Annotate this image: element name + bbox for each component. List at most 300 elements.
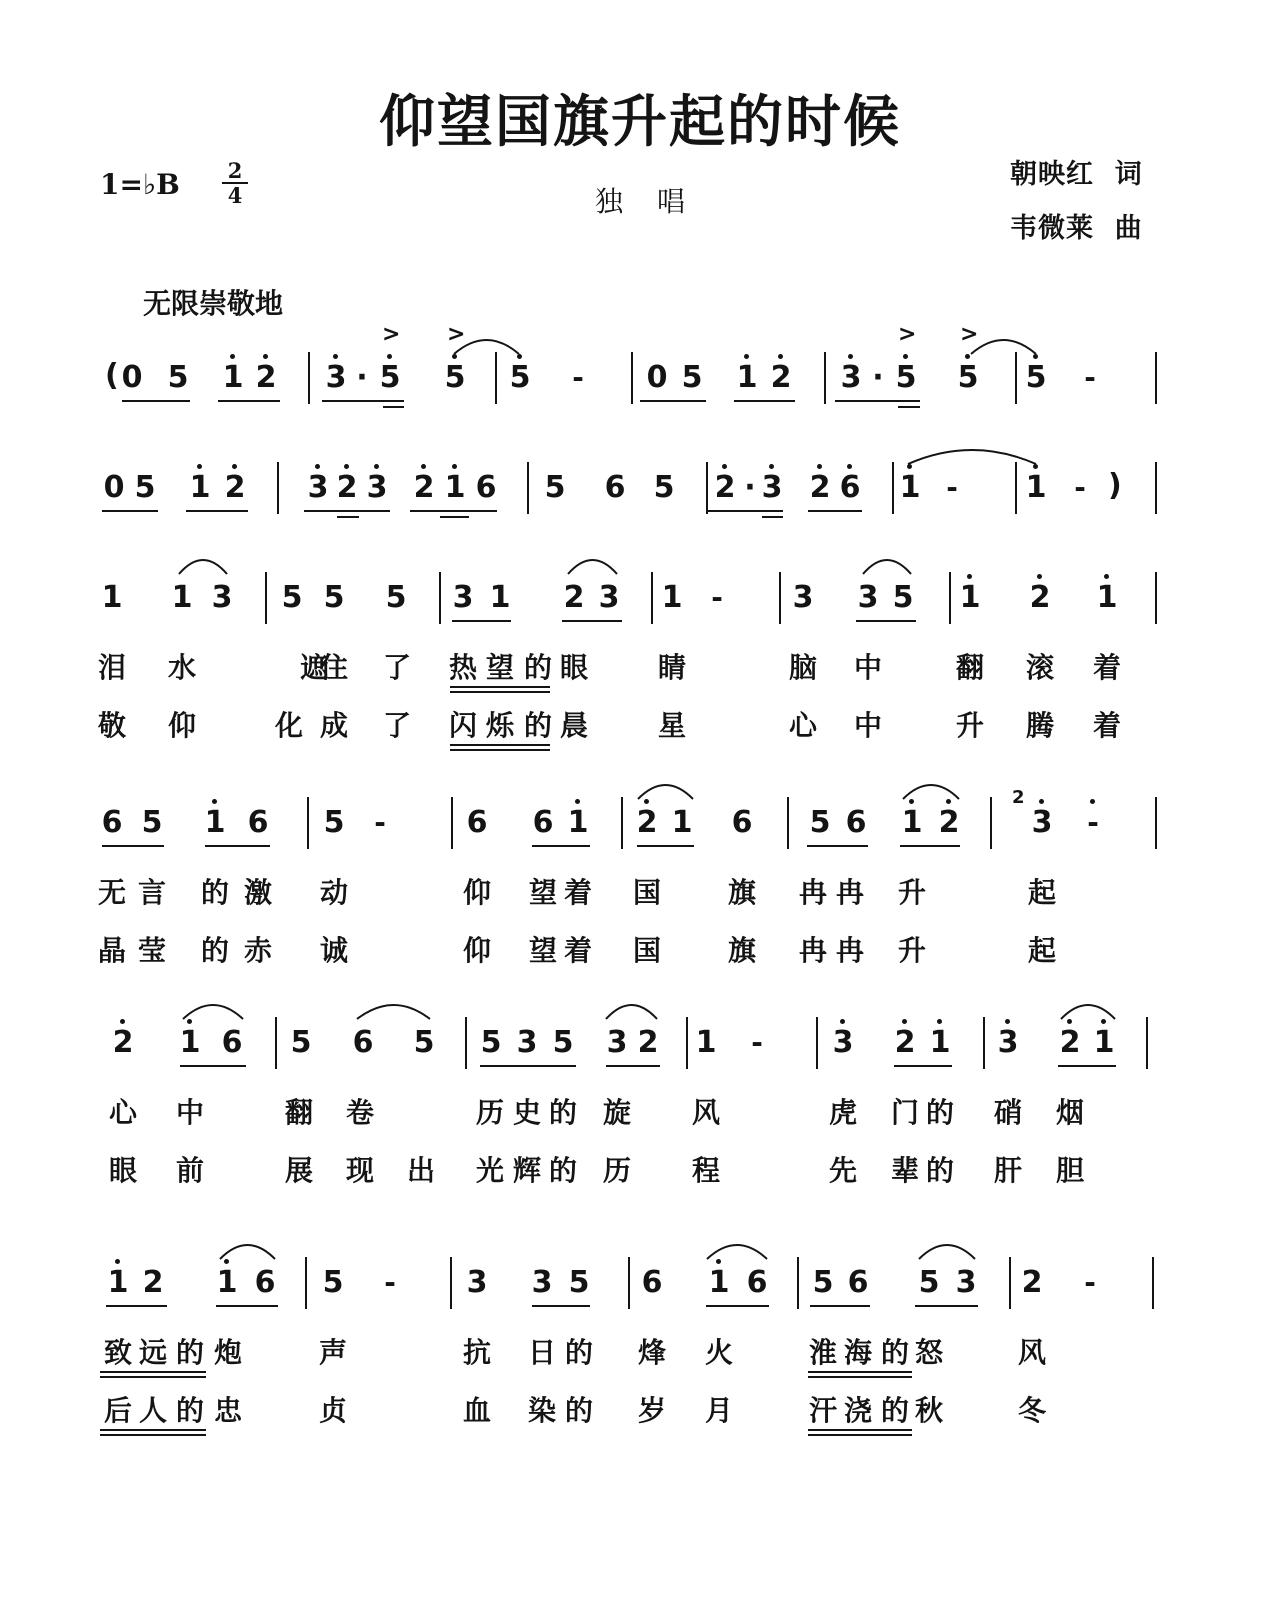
lyric-char: 虎 bbox=[828, 1096, 857, 1129]
note: 3 bbox=[325, 360, 347, 395]
note: 1 bbox=[204, 805, 226, 840]
note: 1 bbox=[1096, 580, 1118, 615]
octave-dot bbox=[848, 354, 853, 359]
bar-line bbox=[631, 352, 633, 404]
note: · bbox=[872, 360, 884, 395]
note: 1 bbox=[567, 805, 589, 840]
note: 5 bbox=[385, 580, 407, 615]
lyric-char: 起 bbox=[1027, 934, 1056, 967]
bar-line bbox=[983, 1017, 985, 1069]
beam-underline bbox=[637, 845, 694, 847]
lyric-char: 烁 bbox=[485, 709, 514, 742]
bar-line bbox=[275, 1017, 277, 1069]
note: 6 bbox=[466, 805, 488, 840]
lyric-char: 闪 bbox=[448, 709, 477, 742]
note: 5 bbox=[552, 1025, 574, 1060]
lyric-char: 国 bbox=[632, 934, 661, 967]
bar-line bbox=[824, 352, 826, 404]
beam-underline bbox=[337, 516, 359, 518]
note: · bbox=[744, 470, 756, 505]
beam-underline bbox=[734, 400, 795, 402]
lyric-underline bbox=[808, 1434, 912, 1436]
note: 5 bbox=[141, 805, 163, 840]
lyric-char: 晶 bbox=[97, 934, 126, 967]
lyric-char: 诚 bbox=[319, 934, 348, 967]
time-signature-top: 2 bbox=[227, 158, 243, 183]
beam-underline bbox=[807, 845, 868, 847]
note: 1 bbox=[189, 470, 211, 505]
lyric-char: 的 bbox=[200, 876, 229, 909]
close-parenthesis: ) bbox=[1108, 468, 1122, 503]
note: 5 bbox=[322, 1265, 344, 1300]
lyric-char: 望 bbox=[485, 651, 514, 684]
lyric-underline bbox=[450, 744, 550, 746]
note-hold-dash: - bbox=[1087, 806, 1099, 839]
lyric-char: 中 bbox=[853, 651, 882, 684]
bar-line bbox=[439, 572, 441, 624]
beam-underline bbox=[480, 1065, 576, 1067]
note: 2 bbox=[894, 1025, 916, 1060]
lyric-char: 腾 bbox=[1025, 709, 1054, 742]
lyric-underline bbox=[100, 1429, 206, 1431]
lyric-char: 后 bbox=[103, 1394, 132, 1427]
octave-dot bbox=[1005, 1019, 1010, 1024]
note-hold-dash: - bbox=[384, 1266, 396, 1299]
lyric-char: 秋 bbox=[914, 1394, 943, 1427]
note: 0 bbox=[646, 360, 668, 395]
octave-dot bbox=[421, 464, 426, 469]
lyric-char: 卷 bbox=[345, 1096, 374, 1129]
note: 2 bbox=[1059, 1025, 1081, 1060]
octave-dot bbox=[937, 1019, 942, 1024]
lyric-char: 星 bbox=[657, 709, 686, 742]
octave-dot bbox=[575, 799, 580, 804]
beam-underline bbox=[440, 516, 469, 518]
note: 0 bbox=[121, 360, 143, 395]
note: 2 bbox=[336, 470, 358, 505]
note: 3 bbox=[606, 1025, 628, 1060]
beam-underline bbox=[706, 1305, 769, 1307]
lyric-char: 历 bbox=[602, 1154, 631, 1187]
lyric-underline bbox=[808, 1376, 912, 1378]
lyric-char: 程 bbox=[691, 1154, 720, 1187]
note: 2 bbox=[770, 360, 792, 395]
bar-line bbox=[450, 1257, 452, 1309]
note: 3 bbox=[366, 470, 388, 505]
lyric-char: 现 bbox=[345, 1154, 374, 1187]
note: 5 bbox=[167, 360, 189, 395]
lyric-char: 冉 bbox=[798, 876, 827, 909]
note: 1 bbox=[216, 1265, 238, 1300]
note: 5 bbox=[413, 1025, 435, 1060]
beam-underline bbox=[915, 1305, 978, 1307]
note: 6 bbox=[641, 1265, 663, 1300]
bar-line bbox=[495, 352, 497, 404]
bar-line bbox=[527, 462, 529, 514]
note: 6 bbox=[532, 805, 554, 840]
beam-underline bbox=[216, 1305, 278, 1307]
lyric-char: 旗 bbox=[727, 876, 756, 909]
lyric-char: 淮 bbox=[808, 1336, 837, 1369]
slur bbox=[706, 1239, 768, 1261]
lyric-line bbox=[0, 704, 1280, 744]
bar-line bbox=[305, 1257, 307, 1309]
octave-dot bbox=[847, 464, 852, 469]
octave-dot bbox=[120, 1019, 125, 1024]
note: 1 bbox=[222, 360, 244, 395]
bar-line bbox=[1009, 1257, 1011, 1309]
octave-dot bbox=[212, 799, 217, 804]
slur bbox=[862, 554, 912, 576]
note-hold-dash: - bbox=[751, 1026, 763, 1059]
beam-underline bbox=[304, 510, 390, 512]
slur bbox=[605, 999, 658, 1021]
beam-underline bbox=[898, 406, 920, 408]
note: 2 bbox=[563, 580, 585, 615]
octave-dot bbox=[1039, 799, 1044, 804]
slur bbox=[567, 554, 618, 576]
lyric-char: 的 bbox=[880, 1394, 909, 1427]
time-signature-bottom: 4 bbox=[227, 183, 243, 208]
lyric-char: 升 bbox=[955, 709, 984, 742]
note: 1 bbox=[661, 580, 683, 615]
bar-line bbox=[1015, 462, 1017, 514]
lyric-char: 炮 bbox=[213, 1336, 242, 1369]
note: · bbox=[356, 360, 368, 395]
octave-dot bbox=[115, 1259, 120, 1264]
note: 5 bbox=[290, 1025, 312, 1060]
note: 1 bbox=[444, 470, 466, 505]
octave-dot bbox=[230, 354, 235, 359]
lyric-char: 史 bbox=[512, 1096, 541, 1129]
lyric-char: 脑 bbox=[788, 651, 817, 684]
lyric-char: 着 bbox=[1092, 709, 1121, 742]
note: 3 bbox=[840, 360, 862, 395]
beam-underline bbox=[900, 845, 960, 847]
slur bbox=[902, 779, 960, 801]
octave-dot bbox=[903, 354, 908, 359]
note: 2 bbox=[637, 1025, 659, 1060]
bar-line bbox=[686, 1017, 688, 1069]
lyric-char: 风 bbox=[691, 1096, 720, 1129]
lyric-char: 旋 bbox=[602, 1096, 631, 1129]
octave-dot bbox=[1037, 574, 1042, 579]
lyric-char: 赤 bbox=[243, 934, 272, 967]
slur bbox=[1060, 999, 1116, 1021]
note-hold-dash: - bbox=[572, 361, 584, 394]
lyric-char: 泪 bbox=[97, 651, 126, 684]
note: 1 bbox=[171, 580, 193, 615]
note: 1 bbox=[101, 580, 123, 615]
lyric-char: 月 bbox=[704, 1394, 733, 1427]
note: 3 bbox=[307, 470, 329, 505]
lyric-underline bbox=[100, 1376, 206, 1378]
beam-underline bbox=[894, 1065, 952, 1067]
beam-underline bbox=[218, 400, 280, 402]
lyric-char: 成 bbox=[319, 709, 348, 742]
note: 5 bbox=[895, 360, 917, 395]
lyric-char: 的 bbox=[175, 1394, 204, 1427]
lyric-char: 了 bbox=[382, 651, 411, 684]
lyric-char: 汗 bbox=[808, 1394, 837, 1427]
lyric-char: 人 bbox=[138, 1394, 167, 1427]
octave-dot bbox=[263, 354, 268, 359]
composer-credit: 韦微莱 曲 bbox=[1010, 213, 1143, 244]
note: 1 bbox=[708, 1265, 730, 1300]
note: 3 bbox=[531, 1265, 553, 1300]
lyric-char: 心 bbox=[788, 709, 817, 742]
note: 2 bbox=[938, 805, 960, 840]
note: 5 bbox=[379, 360, 401, 395]
bar-line bbox=[651, 572, 653, 624]
lyric-underline bbox=[450, 749, 550, 751]
lyric-char: 海 bbox=[843, 1336, 872, 1369]
note: 5 bbox=[892, 580, 914, 615]
slur bbox=[219, 1239, 276, 1261]
lyric-char: 翻 bbox=[284, 1096, 313, 1129]
beam-underline bbox=[706, 510, 783, 512]
bar-line bbox=[1155, 797, 1157, 849]
lyric-char: 眼 bbox=[108, 1154, 137, 1187]
note: 3 bbox=[211, 580, 233, 615]
beam-underline bbox=[640, 400, 706, 402]
note: 6 bbox=[839, 470, 861, 505]
note: 3 bbox=[832, 1025, 854, 1060]
note: 5 bbox=[918, 1265, 940, 1300]
note: 5 bbox=[323, 580, 345, 615]
bar-line bbox=[307, 797, 309, 849]
lyric-char: 的 bbox=[880, 1336, 909, 1369]
octave-dot bbox=[902, 1019, 907, 1024]
beam-underline bbox=[102, 510, 158, 512]
lyric-char: 先 bbox=[828, 1154, 857, 1187]
lyric-char: 门 bbox=[890, 1096, 919, 1129]
lyric-char: 辉 bbox=[512, 1154, 541, 1187]
note: 6 bbox=[247, 805, 269, 840]
lyric-char: 抗 bbox=[462, 1336, 491, 1369]
lyric-char: 国 bbox=[632, 876, 661, 909]
lyric-char: 激 bbox=[243, 876, 272, 909]
lyric-line bbox=[0, 1149, 1280, 1189]
lyric-char: 望 bbox=[528, 934, 557, 967]
lyric-char: 前 bbox=[175, 1154, 204, 1187]
lyric-char: 的 bbox=[548, 1154, 577, 1187]
note: 2 bbox=[1021, 1265, 1043, 1300]
lyric-char: 晨 bbox=[559, 709, 588, 742]
note: 1 bbox=[736, 360, 758, 395]
bar-line bbox=[1015, 352, 1017, 404]
beam-underline bbox=[532, 845, 590, 847]
lyricist-credit: 朝映红 词 bbox=[1010, 159, 1143, 190]
note: 3 bbox=[761, 470, 783, 505]
note: 5 bbox=[509, 360, 531, 395]
lyric-line bbox=[0, 929, 1280, 969]
lyric-char: 中 bbox=[175, 1096, 204, 1129]
lyric-char: 望 bbox=[528, 876, 557, 909]
note-hold-dash: - bbox=[711, 581, 723, 614]
note: 5 bbox=[134, 470, 156, 505]
note: 3 bbox=[1031, 805, 1053, 840]
lyric-char: 致 bbox=[103, 1336, 132, 1369]
octave-dot bbox=[387, 354, 392, 359]
note: 5 bbox=[323, 805, 345, 840]
note: 1 bbox=[179, 1025, 201, 1060]
lyric-char: 眼 bbox=[559, 651, 588, 684]
octave-dot bbox=[374, 464, 379, 469]
lyric-char: 升 bbox=[897, 876, 926, 909]
note-hold-dash: - bbox=[1084, 361, 1096, 394]
octave-dot bbox=[1104, 574, 1109, 579]
octave-dot bbox=[232, 464, 237, 469]
slur bbox=[178, 554, 228, 576]
bar-line bbox=[990, 797, 992, 849]
beam-underline bbox=[762, 516, 783, 518]
lyric-underline bbox=[808, 1371, 912, 1373]
note: 6 bbox=[475, 470, 497, 505]
lyric-char: 的 bbox=[523, 651, 552, 684]
lyric-line bbox=[0, 646, 1280, 686]
beam-underline bbox=[186, 510, 248, 512]
beam-underline bbox=[562, 620, 622, 622]
song-title: 仰望国旗升起的时候 bbox=[379, 89, 901, 155]
lyric-char: 睛 bbox=[657, 651, 686, 684]
lyric-char: 岁 bbox=[637, 1394, 666, 1427]
lyric-char: 仰 bbox=[462, 934, 491, 967]
octave-dot bbox=[452, 464, 457, 469]
lyric-char: 烟 bbox=[1055, 1096, 1084, 1129]
bar-line bbox=[892, 462, 894, 514]
lyric-char: 血 bbox=[462, 1394, 491, 1427]
note: 0 bbox=[103, 470, 125, 505]
octave-dot bbox=[817, 464, 822, 469]
key-signature: 1=♭B bbox=[100, 168, 180, 201]
music-row bbox=[0, 440, 1280, 560]
note: 5 bbox=[957, 360, 979, 395]
lyric-char: 火 bbox=[704, 1336, 733, 1369]
performance-form: 独唱 bbox=[594, 185, 719, 218]
lyric-char: 的 bbox=[548, 1096, 577, 1129]
lyric-char: 冬 bbox=[1017, 1394, 1046, 1427]
note: 2 bbox=[714, 470, 736, 505]
beam-underline bbox=[205, 845, 270, 847]
note: 5 bbox=[544, 470, 566, 505]
note: 2 bbox=[142, 1265, 164, 1300]
beam-underline bbox=[102, 845, 164, 847]
bar-line bbox=[465, 1017, 467, 1069]
bar-line bbox=[779, 572, 781, 624]
lyric-underline bbox=[100, 1371, 206, 1373]
lyric-char: 烽 bbox=[637, 1336, 666, 1369]
beam-underline bbox=[452, 620, 511, 622]
lyric-line bbox=[0, 1091, 1280, 1131]
note: 3 bbox=[792, 580, 814, 615]
beam-underline bbox=[383, 406, 404, 408]
note: 5 bbox=[1025, 360, 1047, 395]
slur bbox=[453, 334, 520, 356]
lyric-char: 的 bbox=[175, 1336, 204, 1369]
note: 5 bbox=[568, 1265, 590, 1300]
bar-line bbox=[797, 1257, 799, 1309]
bar-line bbox=[1146, 1017, 1148, 1069]
beam-underline bbox=[606, 1065, 660, 1067]
slur bbox=[970, 334, 1037, 356]
lyric-char: 遮 bbox=[299, 651, 328, 684]
note: 3 bbox=[857, 580, 879, 615]
note: 5 bbox=[480, 1025, 502, 1060]
lyric-char: 肝 bbox=[993, 1154, 1022, 1187]
octave-dot bbox=[840, 1019, 845, 1024]
lyric-char: 胆 bbox=[1055, 1154, 1084, 1187]
bar-line bbox=[621, 797, 623, 849]
note: 5 bbox=[281, 580, 303, 615]
accent-mark: > bbox=[898, 322, 917, 347]
bar-line bbox=[265, 572, 267, 624]
beam-underline bbox=[106, 1305, 167, 1307]
beam-underline bbox=[532, 1305, 590, 1307]
lyric-char: 日 bbox=[527, 1336, 556, 1369]
note: 1 bbox=[899, 470, 921, 505]
bar-line bbox=[706, 462, 708, 514]
beam-underline bbox=[322, 400, 404, 402]
note: 1 bbox=[929, 1025, 951, 1060]
note: 6 bbox=[221, 1025, 243, 1060]
lyric-char: 辈 bbox=[890, 1154, 919, 1187]
beam-underline bbox=[835, 400, 920, 402]
octave-dot bbox=[1090, 799, 1095, 804]
note: 3 bbox=[516, 1025, 538, 1060]
lyric-char: 莹 bbox=[137, 934, 166, 967]
lyric-underline bbox=[808, 1429, 912, 1431]
lyric-char: 着 bbox=[563, 876, 592, 909]
lyric-char: 的 bbox=[564, 1336, 593, 1369]
lyric-char: 热 bbox=[448, 651, 477, 684]
octave-dot bbox=[778, 354, 783, 359]
lyric-char: 冉 bbox=[835, 934, 864, 967]
music-row bbox=[0, 322, 1280, 450]
lyric-char: 声 bbox=[318, 1336, 347, 1369]
lyric-char: 出 bbox=[406, 1154, 435, 1187]
slur bbox=[356, 999, 431, 1021]
lyric-char: 光 bbox=[475, 1154, 504, 1187]
bar-line bbox=[1155, 352, 1157, 404]
note: 5 bbox=[809, 805, 831, 840]
note: 5 bbox=[653, 470, 675, 505]
lyric-char: 染 bbox=[527, 1394, 556, 1427]
grace-note: 2 bbox=[1012, 787, 1025, 808]
bar-line bbox=[787, 797, 789, 849]
lyric-underline bbox=[450, 686, 550, 688]
bar-line bbox=[1155, 462, 1157, 514]
lyric-char: 冉 bbox=[798, 934, 827, 967]
lyric-line bbox=[0, 871, 1280, 911]
bar-line bbox=[1155, 572, 1157, 624]
expression-marking: 无限崇敬地 bbox=[143, 287, 284, 320]
beam-underline bbox=[1058, 1065, 1116, 1067]
note: 1 bbox=[959, 580, 981, 615]
note: 1 bbox=[695, 1025, 717, 1060]
note: 1 bbox=[671, 805, 693, 840]
note: 5 bbox=[444, 360, 466, 395]
bar-line bbox=[277, 462, 279, 514]
note-hold-dash: - bbox=[946, 471, 958, 504]
lyric-char: 着 bbox=[1092, 651, 1121, 684]
lyric-line bbox=[0, 1389, 1280, 1429]
lyric-char: 化 bbox=[274, 709, 303, 742]
note: 6 bbox=[352, 1025, 374, 1060]
beam-underline bbox=[810, 1305, 870, 1307]
lyric-char: 历 bbox=[475, 1096, 504, 1129]
lyric-char: 敬 bbox=[97, 709, 126, 742]
